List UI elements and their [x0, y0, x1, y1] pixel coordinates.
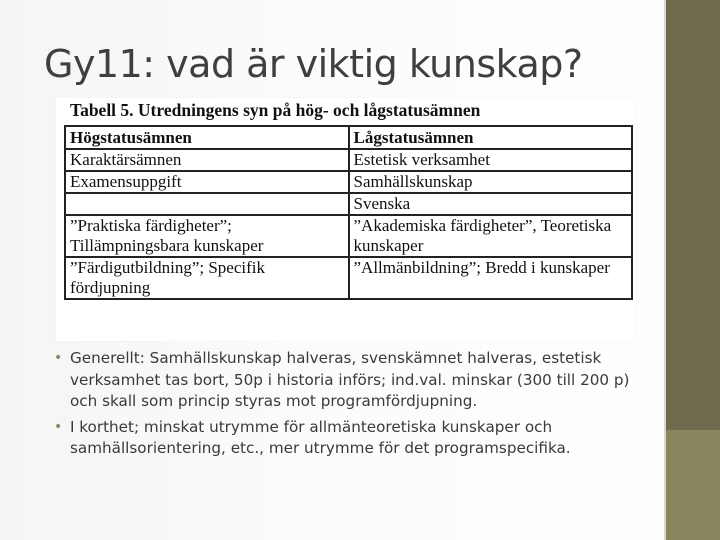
table-cell: Estetisk verksamhet [349, 149, 633, 171]
table-cell: Svenska [349, 193, 633, 215]
table-cell [65, 193, 349, 215]
header-low-status: Lågstatusämnen [349, 126, 633, 149]
slide-title: Gy11: vad är viktig kunskap? [44, 42, 583, 86]
table-row [65, 149, 632, 171]
table-cell: ”Akademiska färdigheter”, Teoretiska kunskaper [349, 215, 633, 257]
table-cell: Samhällskunskap [349, 171, 633, 193]
table-header-row [65, 126, 632, 149]
header-high-status: Högstatusämnen [65, 126, 349, 149]
table-cell: ”Allmänbildning”; Bredd i kunskaper [349, 257, 633, 299]
bullet-item [54, 348, 634, 413]
table-row [65, 193, 632, 215]
table-row [65, 215, 632, 257]
table-cell: Karaktärsämnen [65, 149, 349, 171]
table-cell: ”Praktiska färdigheter”; Tillämpningsbara kunskaper [65, 215, 349, 257]
bullet-text: I korthet; minskat utrymme för allmänteoretiska kunskaper och samhällsorientering, etc., mer utrymme för det programspecifika. [70, 417, 571, 457]
decorative-sidebar-accent [666, 430, 720, 540]
bullet-dot-icon: • [54, 350, 63, 366]
bullet-list [54, 348, 634, 464]
table-cell: Examensuppgift [65, 171, 349, 193]
bullet-dot-icon: • [54, 418, 63, 435]
status-subjects-table-figure [56, 98, 636, 341]
bullet-item [54, 417, 634, 460]
table-caption: Tabell 5. Utredningens syn på hög- och lågstatusämnen [70, 100, 481, 120]
table-cell: ”Färdigutbildning”; Specifik fördjupning [65, 257, 349, 299]
table-row [65, 171, 632, 193]
bullet-text: Generellt: Samhällskunskap halveras, svenskämnet halveras, estetisk verksamhet tas bort, 50p i historia införs; ind.val. minskar (300 till 200 p) och skall som princip styras mot programfördjupning. [70, 349, 630, 410]
status-subjects-table [64, 125, 633, 300]
table-row [65, 257, 632, 299]
